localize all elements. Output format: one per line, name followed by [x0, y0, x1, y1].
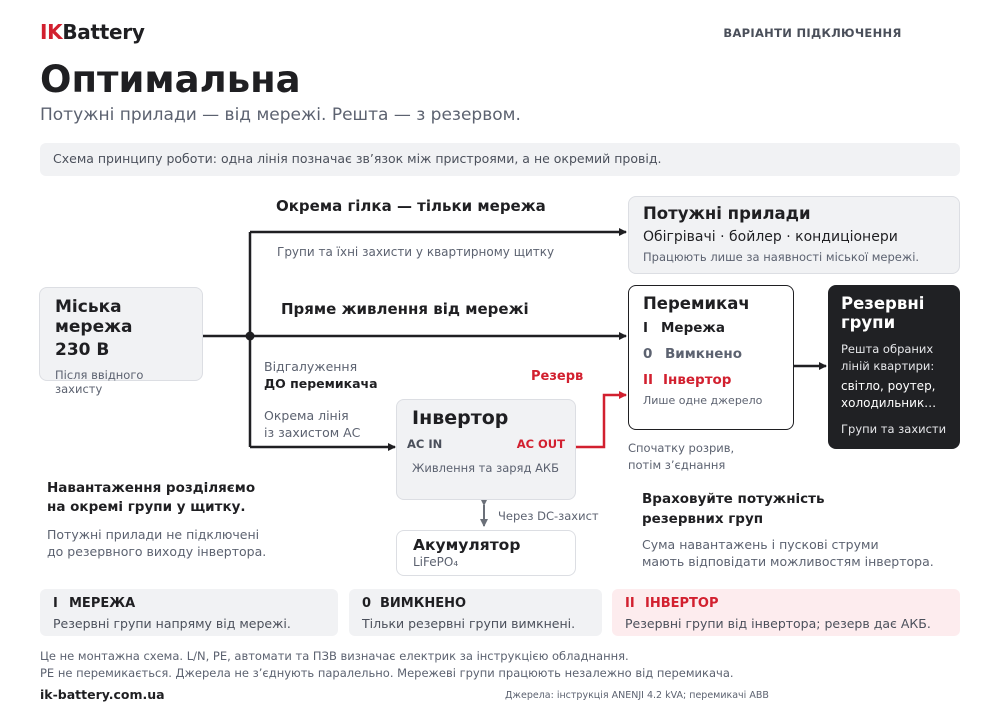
left-note-desc-1: Потужні прилади не підключені — [47, 527, 260, 542]
heavy-appliances-card — [628, 196, 960, 274]
battery-chemistry: LiFePO₄ — [413, 555, 459, 569]
inverter-card — [396, 399, 576, 500]
right-note-title-1: Враховуйте потужність — [642, 491, 825, 507]
mode-off-name: ВИМКНЕНО — [380, 596, 467, 611]
disclaimer-line-2: PE не перемикається. Джерела не з’єднують паралельно. Мережеві групи працюють незалежно від перемикача. — [40, 666, 734, 680]
tap-line-2: ДО перемикача — [264, 376, 378, 391]
switch-pos-mains-label: Мережа — [661, 320, 725, 336]
tap-line-3: Окрема лінія — [264, 408, 349, 423]
switch-pos-mains-mark: I — [643, 320, 649, 336]
reserve-groups-desc-2: ліній квартири: — [841, 359, 935, 373]
footer-sources: Джерела: інструкція ANENJI 4.2 kVA; перемикачі ABB — [505, 690, 769, 701]
switch-note-2: потім з’єднання — [628, 458, 726, 472]
reserve-groups-title-1: Резервні — [841, 294, 925, 313]
mode-mains-name: МЕРЕЖА — [69, 596, 136, 611]
branch-top-title: Окрема гілка — тільки мережа — [276, 197, 546, 215]
dc-protection-label: Через DC-захист — [498, 509, 599, 523]
footer-website-link[interactable]: ik-battery.com.ua — [40, 687, 165, 702]
grid-caption: Після ввідного захисту — [55, 368, 144, 396]
switch-pos-mains — [643, 320, 779, 336]
mode-inverter-name: ІНВЕРТОР — [645, 596, 719, 611]
bus-junction-dot — [246, 332, 255, 341]
mode-mains-strip — [40, 589, 338, 636]
left-note-title-2: на окремі групи у щитку. — [47, 499, 246, 515]
mode-off-mark: 0 — [362, 596, 372, 611]
transfer-switch-card — [628, 285, 794, 430]
mode-inverter-desc: Резервні групи від інвертора; резерв дає АКБ. — [625, 616, 931, 631]
mode-inverter-title — [625, 596, 947, 611]
mode-off-strip — [349, 589, 602, 636]
inverter-ac-out: AC OUT — [516, 437, 565, 451]
mode-mains-desc: Резервні групи напряму від мережі. — [53, 616, 291, 631]
switch-pos-off — [643, 346, 779, 362]
disclaimer-line-1: Це не монтажна схема. L/N, PE, автомати та ПЗВ визначає електрик за інструкцією обладнання. — [40, 649, 629, 663]
right-note-title-2: резервних груп — [642, 511, 764, 527]
battery-card — [396, 530, 576, 576]
switch-pos-off-mark: 0 — [643, 346, 653, 362]
reserve-label: Резерв — [531, 369, 584, 384]
switch-note-1: Спочатку розрив, — [628, 441, 735, 455]
switch-pos-inverter — [643, 372, 779, 388]
switch-pos-off-label: Вимкнено — [665, 346, 743, 362]
grid-source-card — [39, 287, 203, 396]
mode-mains-mark: I — [53, 596, 58, 611]
heavy-title: Потужні прилади — [643, 204, 811, 223]
scheme-note: Схема принципу роботи: одна лінія позначає зв’язок між пристроями, а не окремий провід. — [40, 143, 960, 176]
left-note-title-1: Навантаження розділяємо — [47, 480, 256, 496]
grid-title: Міська мережа — [55, 297, 133, 337]
inverter-ac-in: AC IN — [407, 437, 443, 451]
tap-line-4: із захистом АС — [264, 425, 361, 440]
inverter-title: Інвертор — [412, 407, 509, 429]
branch-top-caption: Групи та їхні захисти у квартирному щитку — [277, 245, 555, 259]
reserve-groups-desc-4: холодильник… — [841, 396, 937, 410]
mode-off-title — [362, 596, 589, 611]
switch-caption: Лише одне джерело — [643, 394, 763, 407]
tap-line-1: Відгалуження — [264, 359, 358, 374]
heavy-items: Обігрівачі · бойлер · кондиціонери — [643, 229, 898, 245]
inverter-caption: Живлення та заряд АКБ — [412, 461, 559, 475]
switch-pos-inverter-mark: II — [643, 372, 654, 388]
left-note-desc-2: до резервного виходу інвертора. — [47, 544, 267, 559]
reserve-groups-desc-3: світло, роутер, — [841, 379, 936, 393]
mode-off-desc: Тільки резервні групи вимкнені. — [362, 616, 576, 631]
reserve-groups-caption: Групи та захисти — [841, 422, 947, 436]
inverter-ports — [407, 435, 565, 455]
mode-mains-title — [53, 596, 325, 611]
reserve-line — [576, 395, 626, 447]
direct-feed-title: Пряме живлення від мережі — [281, 300, 529, 318]
brand-logo-ik: IK — [40, 20, 63, 44]
heavy-caption: Працюють лише за наявності міської мережі. — [643, 250, 920, 264]
right-note-desc-2: мають відповідати можливостям інвертора. — [642, 554, 934, 569]
section-label: ВАРІАНТИ ПІДКЛЮЧЕННЯ — [723, 26, 902, 40]
reserve-groups-desc-1: Решта обраних — [841, 342, 934, 356]
brand-logo-battery: Battery — [62, 20, 145, 44]
page-subtitle: Потужні прилади — від мережі. Решта — з резервом. — [40, 105, 521, 125]
mode-inverter-strip — [612, 589, 960, 636]
battery-title: Акумулятор — [413, 536, 521, 554]
mode-inverter-mark: II — [625, 596, 635, 611]
reserve-groups-title-2: групи — [841, 313, 896, 332]
reserve-groups-card — [828, 285, 960, 449]
page-title: Оптимальна — [40, 58, 301, 101]
grid-voltage: 230 В — [55, 340, 110, 360]
right-note-desc-1: Сума навантажень і пускові струми — [642, 537, 879, 552]
switch-title: Перемикач — [643, 294, 750, 313]
switch-pos-inverter-label: Інвертор — [663, 372, 732, 388]
